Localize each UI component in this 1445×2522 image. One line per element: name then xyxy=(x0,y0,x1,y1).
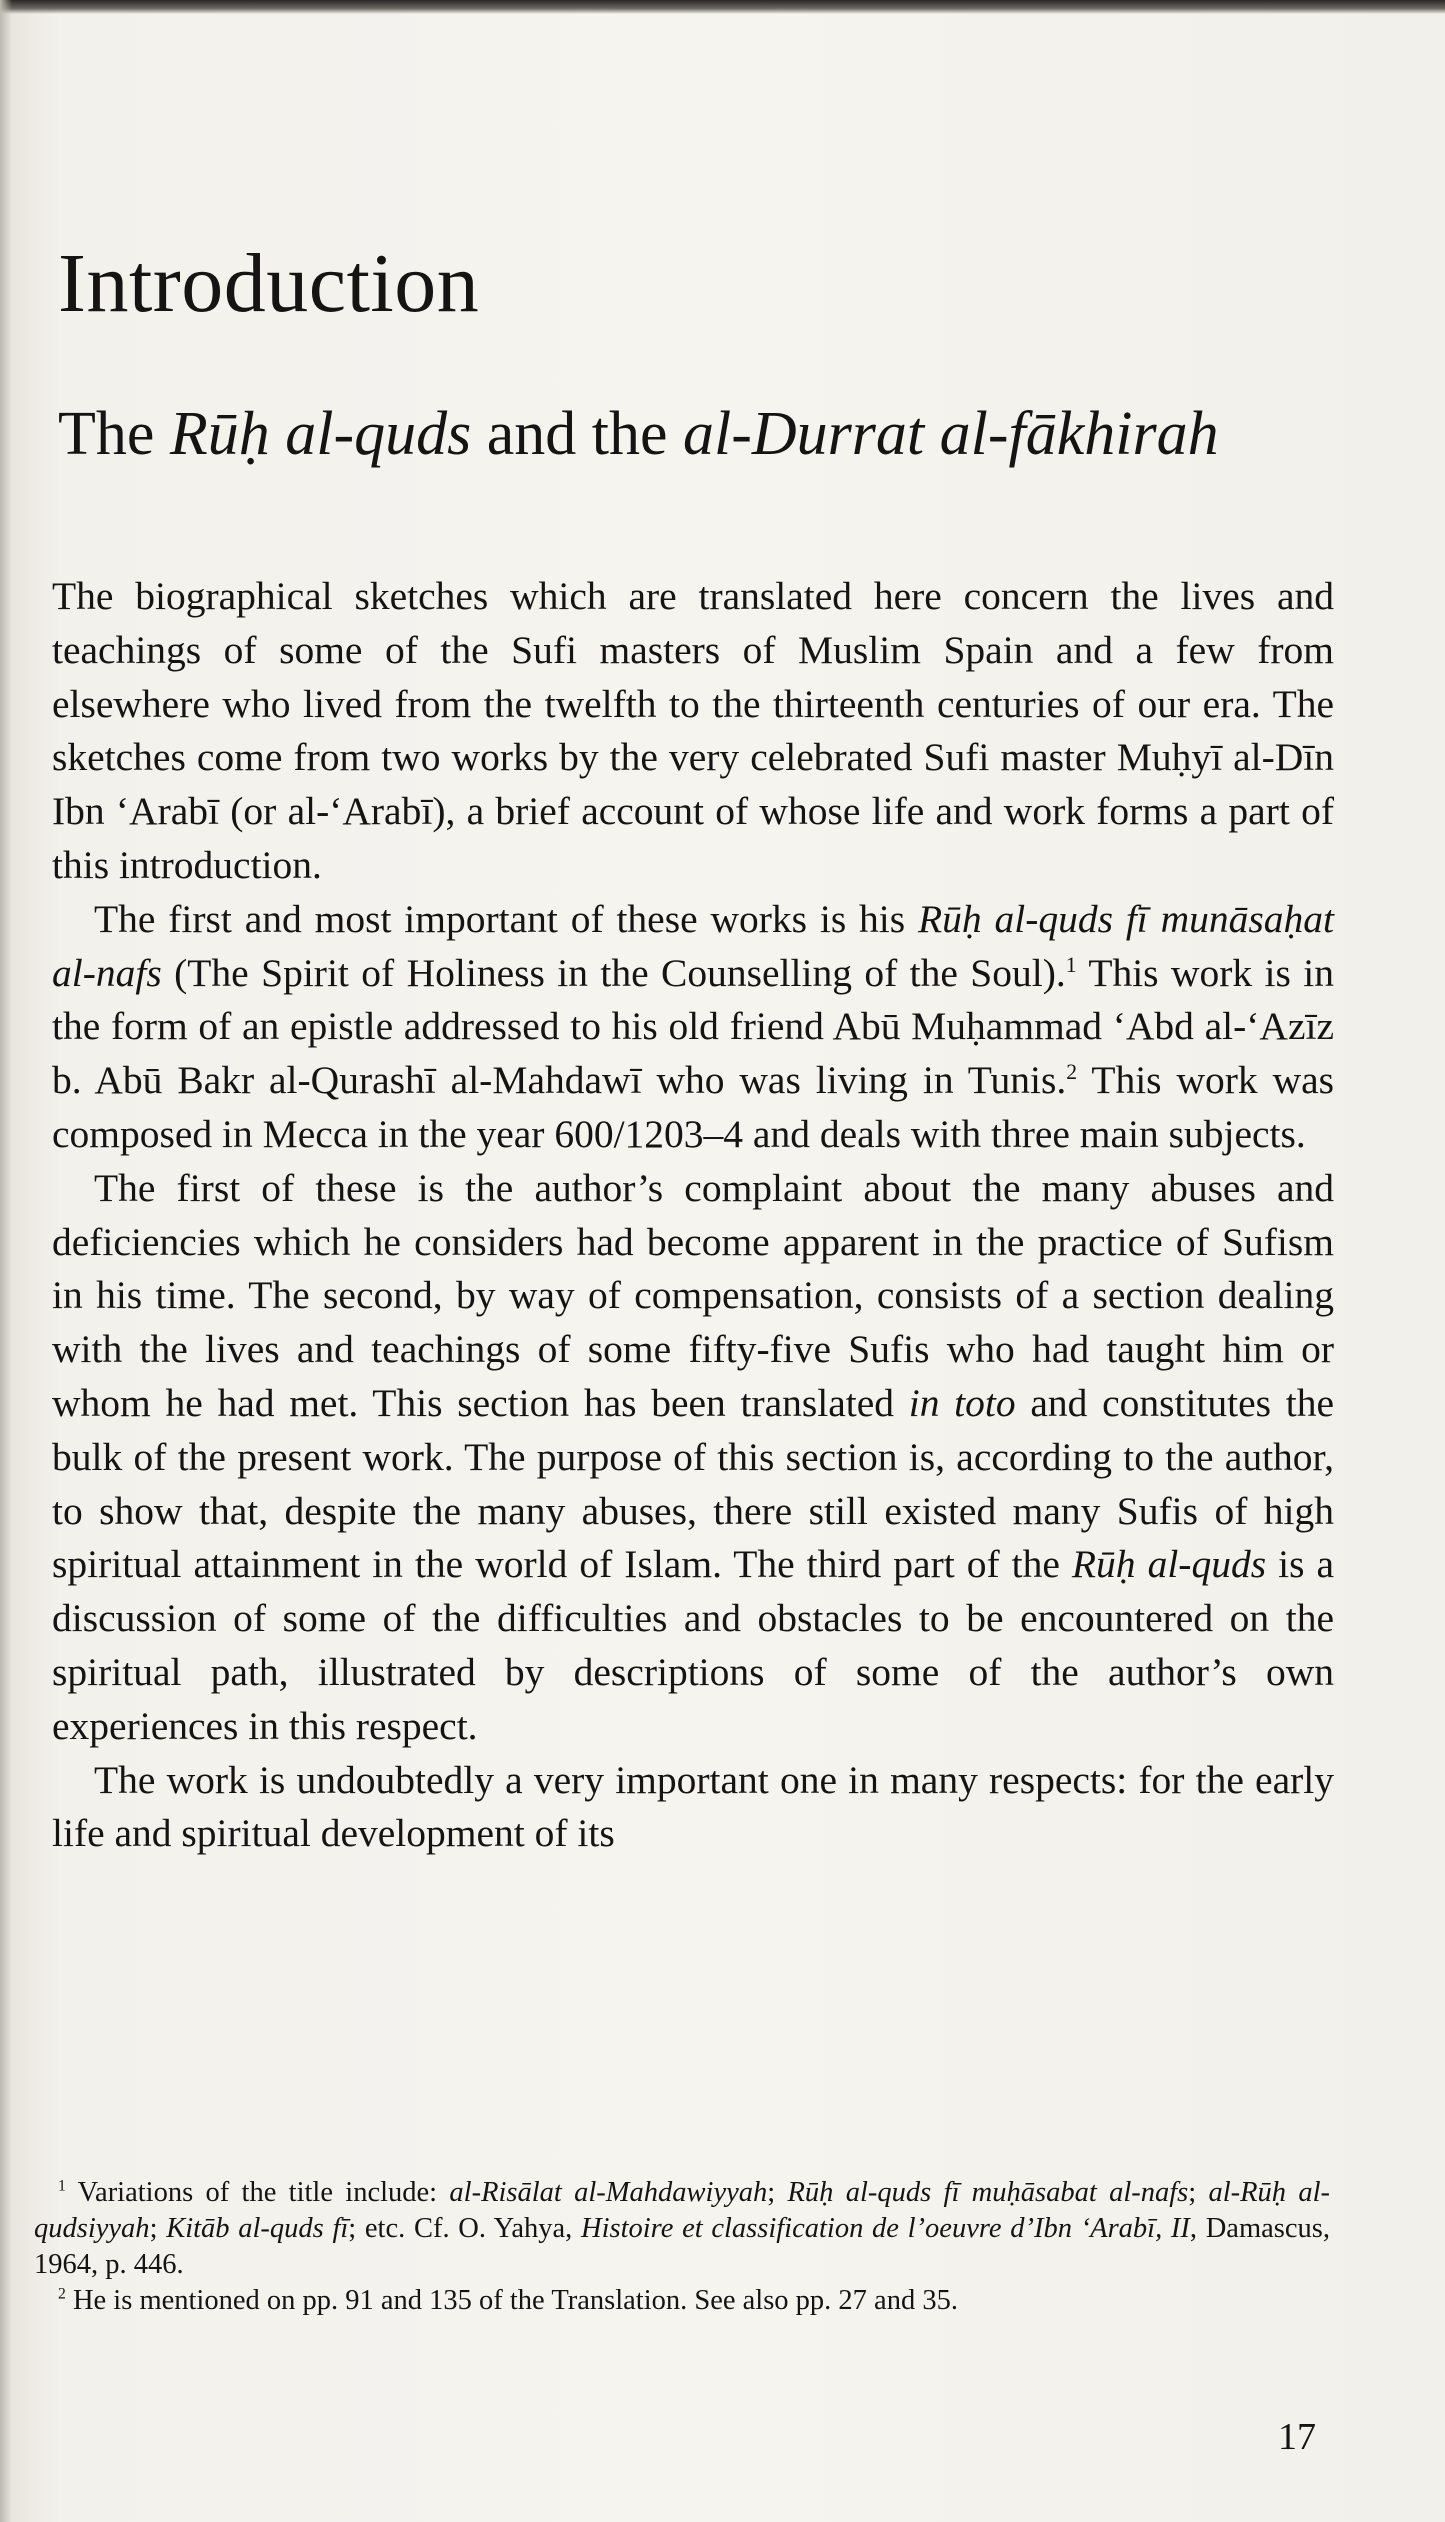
subtitle-title-ruh-al-quds: Rūḥ al-quds xyxy=(169,400,472,468)
footnote-1 xyxy=(34,2175,1330,2283)
paragraph-3-italic-in-toto: in toto xyxy=(908,1380,1016,1425)
chapter-title: Introduction xyxy=(58,237,480,330)
footnote-1-text-4: ; xyxy=(149,2213,167,2244)
paragraph-2-text-1: The first and most important of these works is his xyxy=(94,896,918,941)
paragraph-2-italic-title: Rūḥ al-quds fī munāsaḥat al-nafs xyxy=(52,896,1334,995)
footnotes xyxy=(34,2175,1330,2319)
subtitle-mid: and the xyxy=(471,400,684,468)
footnote-2-number: 2 xyxy=(58,2285,66,2303)
paragraph-3-text-1: The first of these is the author’s complaint about the many abuses and deficiencies which he considers had become apparent in the practice of Sufism in his time. The second, by way of compensation, consists of a section dealing with the lives and teachings of some fifty-five Sufis who had taught him or whom he had met. This section has been translated xyxy=(52,1165,1334,1425)
footnote-1-italic-5: Histoire et classification de l’oeuvre d’Ibn ‘Arabī, II xyxy=(581,2213,1190,2244)
footnote-1-text-1: Variations of the title include: xyxy=(65,2177,450,2208)
page-top-shadow xyxy=(0,0,1445,14)
footnote-1-text-6: , Damascus, 1964, p. 446. xyxy=(34,2213,1330,2280)
paragraph-1: The biographical sketches which are translated here concern the lives and teachings of some of the Sufi masters of Muslim Spain and a few from elsewhere who lived from the twelfth to the thirteenth centuries of our era. The sketches come from two works by the very celebrated Sufi master Muḥyī al-Dīn Ibn ‘Arabī (or al-‘Arabī), a brief account of whose life and work forms a part of this introduction. xyxy=(52,574,1334,887)
paragraph-2-text-3: This work is in the form of an epistle addressed to his old friend Abū Muḥammad ‘Abd al-‘Azīz b. Abū Bakr al-Qurashī al-Mahdawī who was living in Tunis. xyxy=(52,950,1334,1103)
footnote-1-text-3: ; xyxy=(1188,2177,1209,2208)
paragraph-3-italic-ruh-al-quds: Rūḥ al-quds xyxy=(1071,1542,1267,1587)
footnote-1-italic-2: Rūḥ al-quds fī muḥāsabat al-nafs xyxy=(787,2177,1189,2208)
footnote-1-text-5: ; etc. Cf. O. Yahya, xyxy=(348,2213,581,2244)
paragraph-3 xyxy=(52,1162,1334,1754)
paragraph-2 xyxy=(52,893,1334,1162)
paragraph-4: The work is undoubtedly a very important one in many respects: for the early life and spiritual development of its xyxy=(52,1757,1334,1856)
footnote-ref-2: 2 xyxy=(1066,1060,1078,1085)
paragraph-3-text-2: and constitutes the bulk of the present work. The purpose of this section is, according to the author, to show that, despite the many abuses, there still existed many Sufis of high spiritual attainment in the world of Islam. The third part of the xyxy=(52,1380,1334,1587)
subtitle-pre: The xyxy=(58,400,170,468)
footnote-1-text-2: ; xyxy=(767,2177,788,2208)
footnote-2-text: He is mentioned on pp. 91 and 135 of the Translation. See also pp. 27 and 35. xyxy=(65,2285,958,2316)
footnote-2 xyxy=(34,2283,1330,2319)
footnote-1-italic-4: Kitāb al-quds fī xyxy=(166,2213,349,2244)
paragraph-2-text-2: (The Spirit of Holiness in the Counselling of the Soul). xyxy=(161,950,1066,995)
section-subtitle xyxy=(58,400,1219,468)
paragraph-3-text-3: is a discussion of some of the difficulties and obstacles to be encountered on the spiritual path, illustrated by descriptions of some of the author’s own experiences in this respect. xyxy=(52,1542,1334,1748)
page-gutter-shadow xyxy=(0,0,12,2522)
paragraph-2-text-4: This work was composed in Mecca in the year 600/1203–4 and deals with three main subjects. xyxy=(52,1058,1335,1156)
subtitle-title-al-durrat: al-Durrat al-fākhirah xyxy=(683,400,1219,468)
footnote-1-italic-1: al-Risālat al-Mahdawiyyah xyxy=(449,2177,768,2208)
footnote-ref-1: 1 xyxy=(1065,952,1077,977)
footnote-1-italic-3: al-Rūḥ al-qudsiyyah xyxy=(34,2177,1331,2244)
footnote-1-number: 1 xyxy=(58,2177,66,2195)
page-number: 17 xyxy=(1278,2416,1316,2458)
body-text xyxy=(52,570,1334,1861)
